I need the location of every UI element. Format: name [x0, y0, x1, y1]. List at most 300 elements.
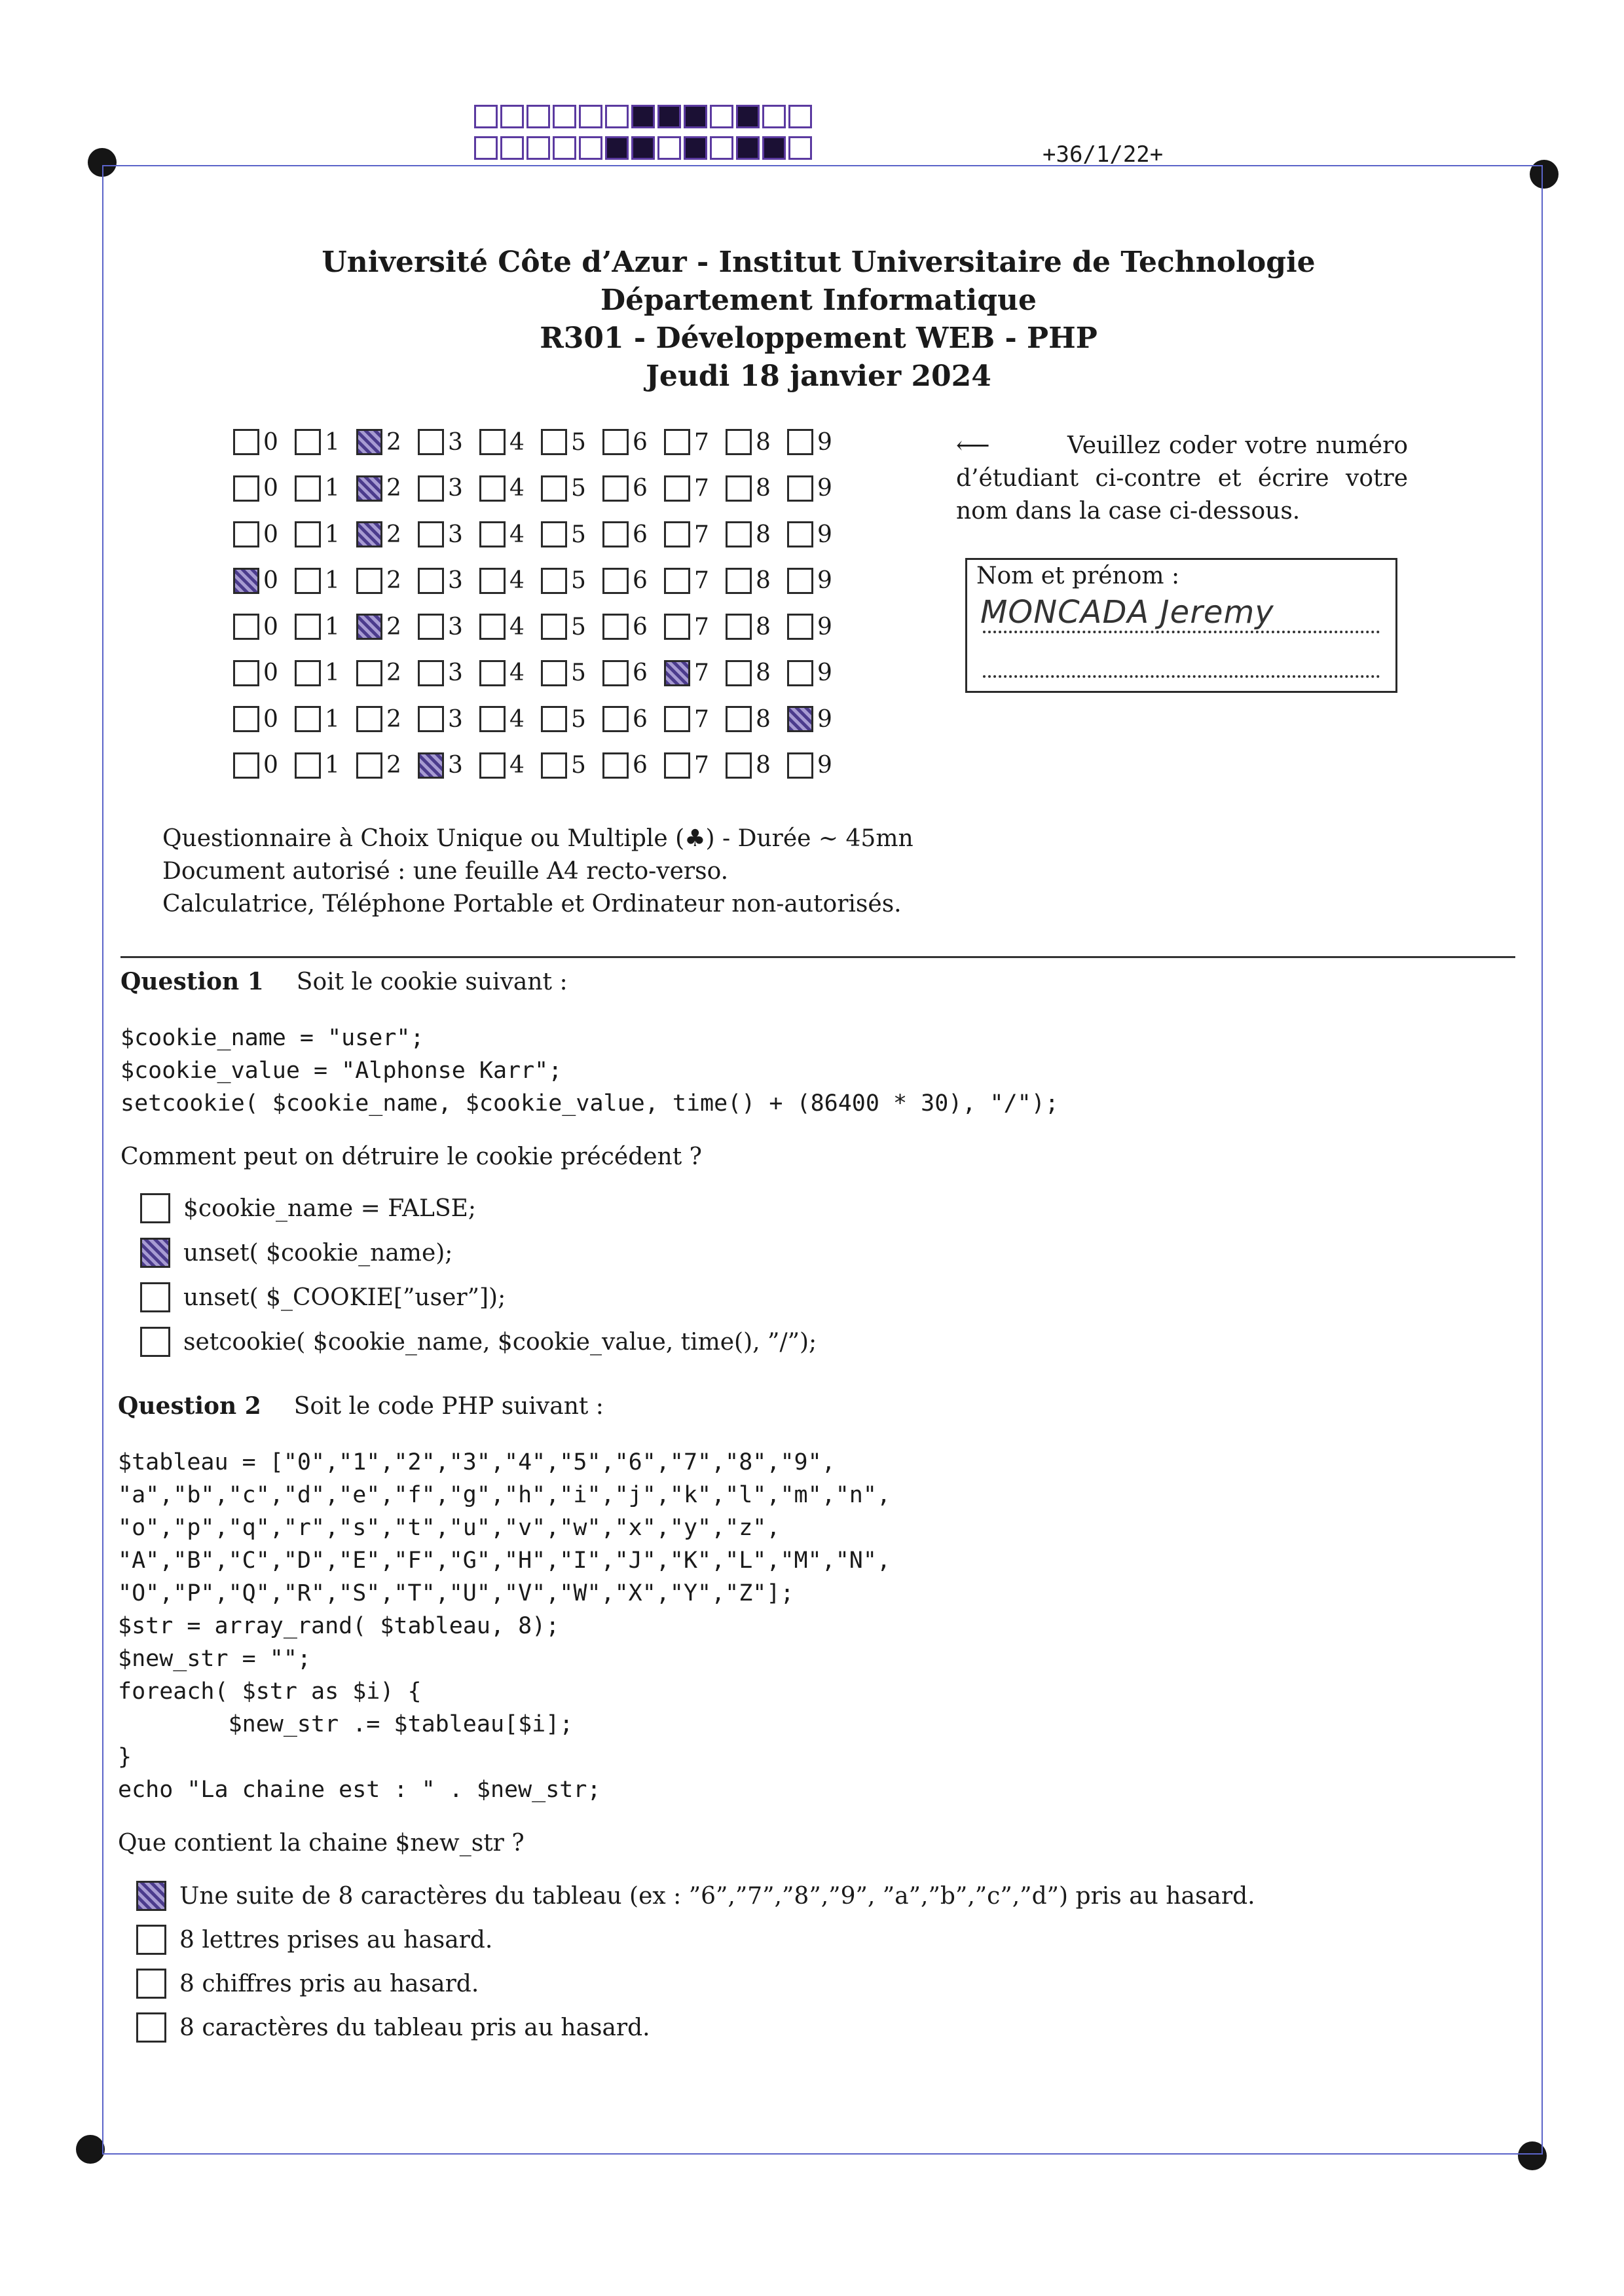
digit-checkbox[interactable]	[726, 568, 752, 594]
student-number-grid	[233, 419, 849, 788]
digit-label: 7	[694, 567, 709, 595]
digit-option	[541, 429, 602, 456]
digit-option	[602, 752, 664, 779]
digit-option	[356, 567, 418, 594]
digit-label: 6	[633, 705, 648, 733]
digit-checkbox[interactable]	[233, 568, 259, 594]
digit-option	[602, 614, 664, 640]
digit-label: 3	[448, 475, 463, 502]
digit-checkbox[interactable]	[295, 614, 321, 640]
exam-info-devices: Calculatrice, Téléphone Portable et Ordinateur non-autorisés.	[162, 891, 902, 917]
digit-option	[664, 567, 726, 594]
header-university: Université Côte d’Azur - Institut Universitaire de Technologie	[322, 246, 1316, 279]
digit-label: 1	[325, 659, 340, 687]
digit-label: 2	[386, 705, 401, 733]
digit-option	[541, 614, 602, 640]
q2-option-checkbox[interactable]	[136, 1969, 166, 1999]
barcode-row-1-cell	[579, 105, 602, 128]
registration-mark-bottom-left	[76, 2135, 105, 2164]
student-number-row	[233, 743, 849, 789]
digit-checkbox[interactable]	[664, 475, 690, 502]
student-number-row	[233, 604, 849, 650]
digit-option	[726, 614, 787, 640]
digit-checkbox[interactable]	[726, 475, 752, 502]
digit-label: 6	[633, 659, 648, 687]
digit-checkbox[interactable]	[787, 752, 813, 779]
digit-label: 1	[325, 428, 340, 456]
digit-checkbox[interactable]	[541, 660, 567, 686]
digit-checkbox[interactable]	[295, 429, 321, 455]
digit-label: 3	[448, 659, 463, 687]
barcode-row-2-cell	[579, 136, 602, 160]
digit-checkbox[interactable]	[295, 475, 321, 502]
q1-option-checkbox[interactable]	[140, 1238, 170, 1268]
student-number-row	[233, 419, 849, 466]
digit-option	[726, 706, 787, 733]
barcode-row-1-cell	[710, 105, 733, 128]
q1-option-text: setcookie( $cookie_name, $cookie_value, time(), ”/”);	[183, 1328, 817, 1356]
digit-option	[664, 752, 726, 779]
question-2-intro: Soit le code PHP suivant :	[293, 1393, 604, 1420]
digit-checkbox[interactable]	[479, 521, 506, 547]
digit-checkbox[interactable]	[541, 568, 567, 594]
digit-option	[479, 706, 541, 733]
student-number-row	[233, 511, 849, 558]
digit-option	[541, 752, 602, 779]
digit-checkbox[interactable]	[787, 429, 813, 455]
digit-option	[541, 567, 602, 594]
barcode-row-2-cell	[526, 136, 550, 160]
digit-checkbox[interactable]	[664, 752, 690, 779]
digit-checkbox[interactable]	[787, 521, 813, 547]
digit-checkbox[interactable]	[479, 706, 506, 732]
question-1-prompt: Comment peut on détruire le cookie précédent ?	[120, 1143, 702, 1170]
q2-option-text: 8 lettres prises au hasard.	[179, 1926, 493, 1953]
digit-checkbox[interactable]	[295, 706, 321, 732]
digit-option	[356, 429, 418, 456]
digit-label: 5	[571, 567, 586, 595]
digit-checkbox[interactable]	[356, 475, 382, 502]
digit-option	[787, 752, 849, 779]
digit-option	[295, 429, 356, 456]
digit-label: 7	[694, 705, 709, 733]
barcode-row-1-cell	[605, 105, 629, 128]
digit-label: 1	[325, 705, 340, 733]
digit-option	[787, 659, 849, 686]
digit-checkbox[interactable]	[233, 660, 259, 686]
barcode-row-2-cell	[474, 136, 498, 160]
header-date: Jeudi 18 janvier 2024	[646, 360, 991, 393]
digit-checkbox[interactable]	[233, 521, 259, 547]
student-number-row	[233, 466, 849, 512]
digit-option	[295, 659, 356, 686]
digit-option	[602, 659, 664, 686]
digit-label: 5	[571, 613, 586, 640]
digit-label: 1	[325, 752, 340, 779]
digit-checkbox[interactable]	[233, 706, 259, 732]
digit-checkbox[interactable]	[356, 660, 382, 686]
digit-option	[479, 752, 541, 779]
digit-option	[479, 521, 541, 548]
digit-label: 5	[571, 705, 586, 733]
digit-option	[602, 521, 664, 548]
digit-option	[233, 475, 295, 502]
digit-checkbox[interactable]	[602, 752, 629, 779]
exam-info	[162, 823, 913, 921]
digit-checkbox[interactable]	[541, 706, 567, 732]
digit-checkbox[interactable]	[602, 706, 629, 732]
digit-checkbox[interactable]	[602, 429, 629, 455]
digit-label: 1	[325, 475, 340, 502]
digit-option	[295, 475, 356, 502]
q1-option-text: $cookie_name = FALSE;	[183, 1194, 477, 1222]
digit-checkbox[interactable]	[479, 660, 506, 686]
digit-checkbox[interactable]	[233, 752, 259, 779]
barcode-row-2-cell	[710, 136, 733, 160]
digit-label: 7	[694, 613, 709, 640]
digit-label: 2	[386, 752, 401, 779]
digit-checkbox[interactable]	[479, 475, 506, 502]
barcode-row-1	[474, 105, 815, 128]
digit-label: 5	[571, 521, 586, 548]
digit-label: 4	[509, 475, 525, 502]
q2-option-text: 8 chiffres pris au hasard.	[179, 1970, 479, 1997]
digit-checkbox[interactable]	[664, 660, 690, 686]
q2-option-checkbox[interactable]	[136, 1925, 166, 1955]
digit-option	[295, 614, 356, 640]
digit-checkbox[interactable]	[233, 429, 259, 455]
q2-option[interactable]	[136, 1969, 479, 1999]
q2-option[interactable]	[136, 1925, 492, 1955]
digit-label: 9	[817, 428, 832, 456]
name-dotted-line-2	[983, 675, 1380, 678]
digit-label: 4	[509, 521, 525, 548]
digit-option	[787, 567, 849, 594]
digit-checkbox[interactable]	[602, 475, 629, 502]
digit-option	[664, 475, 726, 502]
q1-option-text: unset( $_COOKIE[”user”]);	[183, 1284, 506, 1311]
digit-option	[418, 567, 479, 594]
digit-label: 2	[386, 567, 401, 595]
digit-label: 3	[448, 613, 463, 640]
digit-checkbox[interactable]	[295, 752, 321, 779]
barcode-row-2-cell	[684, 136, 707, 160]
digit-checkbox[interactable]	[787, 614, 813, 640]
digit-label: 2	[386, 613, 401, 640]
arrow-left-icon: ⟵	[956, 432, 990, 459]
digit-label: 9	[817, 659, 832, 687]
digit-label: 0	[263, 705, 278, 733]
digit-label: 3	[448, 705, 463, 733]
digit-option	[787, 475, 849, 502]
digit-checkbox[interactable]	[541, 752, 567, 779]
digit-label: 1	[325, 521, 340, 548]
digit-checkbox[interactable]	[418, 752, 444, 779]
digit-option	[664, 659, 726, 686]
digit-option	[541, 706, 602, 733]
student-number-row	[233, 558, 849, 604]
barcode-row-1-cell	[474, 105, 498, 128]
digit-option	[479, 659, 541, 686]
digit-checkbox[interactable]	[726, 660, 752, 686]
handwritten-name: MONCADA Jeremy	[980, 594, 1274, 631]
barcode-row-1-cell	[553, 105, 576, 128]
student-number-row	[233, 696, 849, 743]
digit-label: 8	[756, 659, 771, 687]
digit-label: 3	[448, 428, 463, 456]
digit-option	[541, 475, 602, 502]
digit-label: 8	[756, 428, 771, 456]
digit-label: 3	[448, 567, 463, 595]
q2-option-checkbox[interactable]	[136, 2012, 166, 2043]
digit-checkbox[interactable]	[356, 568, 382, 594]
digit-label: 6	[633, 613, 648, 640]
exam-info-type: Questionnaire à Choix Unique ou Multiple (♣) - Durée ∼ 45mn	[162, 825, 913, 852]
digit-option	[356, 614, 418, 640]
digit-option	[418, 521, 479, 548]
digit-option	[602, 429, 664, 456]
digit-label: 2	[386, 659, 401, 687]
digit-checkbox[interactable]	[541, 475, 567, 502]
digit-label: 3	[448, 521, 463, 548]
digit-label: 7	[694, 659, 709, 687]
digit-option	[787, 521, 849, 548]
digit-checkbox[interactable]	[418, 706, 444, 732]
digit-checkbox[interactable]	[356, 752, 382, 779]
digit-option	[726, 429, 787, 456]
digit-checkbox[interactable]	[479, 752, 506, 779]
q2-option[interactable]	[136, 1881, 1255, 1911]
q1-option[interactable]	[140, 1238, 452, 1268]
digit-option	[726, 752, 787, 779]
digit-label: 7	[694, 752, 709, 779]
digit-label: 9	[817, 521, 832, 548]
digit-label: 8	[756, 567, 771, 595]
digit-label: 6	[633, 521, 648, 548]
header-course: R301 - Développement WEB - PHP	[540, 322, 1098, 355]
q2-option-text: Une suite de 8 caractères du tableau (ex : ”6”,”7”,”8”,”9”, ”a”,”b”,”c”,”d”) pris au hasard.	[179, 1882, 1255, 1910]
digit-option	[664, 706, 726, 733]
digit-checkbox[interactable]	[787, 568, 813, 594]
instructions-text: Veuillez coder votre numéro d’étudiant ci-contre et écrire votre nom dans la case ci-dessous.	[956, 432, 1408, 525]
digit-option	[664, 521, 726, 548]
digit-label: 7	[694, 428, 709, 456]
digit-option	[664, 429, 726, 456]
barcode-row-2-cell	[762, 136, 786, 160]
digit-label: 6	[633, 475, 648, 502]
digit-label: 4	[509, 659, 525, 687]
student-number-row	[233, 650, 849, 697]
q2-option[interactable]	[136, 2012, 650, 2043]
digit-checkbox[interactable]	[479, 568, 506, 594]
digit-label: 6	[633, 428, 648, 456]
barcode-row-2	[474, 136, 815, 160]
digit-label: 0	[263, 521, 278, 548]
digit-checkbox[interactable]	[541, 614, 567, 640]
barcode-row-2-cell	[605, 136, 629, 160]
digit-option	[295, 706, 356, 733]
digit-checkbox[interactable]	[418, 429, 444, 455]
digit-option	[233, 752, 295, 779]
digit-label: 0	[263, 567, 278, 595]
digit-option	[233, 706, 295, 733]
digit-checkbox[interactable]	[418, 475, 444, 502]
digit-label: 0	[263, 659, 278, 687]
digit-checkbox[interactable]	[356, 614, 382, 640]
coding-instructions	[956, 430, 1408, 528]
name-box[interactable]	[965, 558, 1397, 693]
barcode-row-2-cell	[631, 136, 655, 160]
digit-option	[356, 706, 418, 733]
digit-label: 9	[817, 613, 832, 640]
digit-label: 7	[694, 521, 709, 548]
digit-checkbox[interactable]	[356, 521, 382, 547]
digit-option	[726, 475, 787, 502]
digit-label: 6	[633, 752, 648, 779]
digit-checkbox[interactable]	[418, 521, 444, 547]
barcode-row-1-cell	[684, 105, 707, 128]
digit-option	[787, 706, 849, 733]
digit-checkbox[interactable]	[541, 429, 567, 455]
digit-option	[233, 567, 295, 594]
digit-label: 2	[386, 428, 401, 456]
digit-option	[726, 659, 787, 686]
digit-label: 3	[448, 752, 463, 779]
digit-option	[479, 567, 541, 594]
question-2-title	[118, 1392, 604, 1420]
digit-option	[356, 659, 418, 686]
page-code: +36/1/22+	[1043, 141, 1164, 168]
q1-option[interactable]	[140, 1327, 817, 1357]
digit-checkbox[interactable]	[602, 521, 629, 547]
digit-label: 0	[263, 752, 278, 779]
digit-option	[726, 567, 787, 594]
digit-label: 5	[571, 475, 586, 502]
digit-checkbox[interactable]	[295, 660, 321, 686]
digit-checkbox[interactable]	[602, 614, 629, 640]
digit-checkbox[interactable]	[602, 660, 629, 686]
digit-label: 8	[756, 613, 771, 640]
digit-checkbox[interactable]	[664, 706, 690, 732]
q2-option-checkbox[interactable]	[136, 1881, 166, 1911]
digit-option	[418, 475, 479, 502]
q2-option-text: 8 caractères du tableau pris au hasard.	[179, 2014, 650, 2041]
digit-option	[233, 614, 295, 640]
digit-label: 0	[263, 613, 278, 640]
digit-checkbox[interactable]	[726, 706, 752, 732]
digit-checkbox[interactable]	[726, 614, 752, 640]
digit-checkbox[interactable]	[418, 568, 444, 594]
question-1-intro: Soit le cookie suivant :	[296, 969, 568, 995]
section-divider	[120, 956, 1515, 958]
barcode-row-1-cell	[631, 105, 655, 128]
q1-option-text: unset( $cookie_name);	[183, 1239, 453, 1267]
digit-checkbox[interactable]	[664, 614, 690, 640]
digit-checkbox[interactable]	[356, 429, 382, 455]
digit-option	[479, 429, 541, 456]
digit-option	[726, 521, 787, 548]
q1-option[interactable]	[140, 1193, 476, 1223]
digit-option	[295, 521, 356, 548]
barcode-row-2-cell	[500, 136, 524, 160]
digit-checkbox[interactable]	[787, 660, 813, 686]
digit-option	[233, 521, 295, 548]
digit-checkbox[interactable]	[233, 475, 259, 502]
digit-checkbox[interactable]	[726, 752, 752, 779]
exam-header	[196, 244, 1441, 396]
question-1-title	[120, 968, 568, 995]
digit-checkbox[interactable]	[295, 521, 321, 547]
q1-option[interactable]	[140, 1282, 506, 1312]
digit-checkbox[interactable]	[787, 475, 813, 502]
digit-checkbox[interactable]	[664, 521, 690, 547]
barcode-row-2-cell	[553, 136, 576, 160]
digit-label: 1	[325, 613, 340, 640]
digit-checkbox[interactable]	[295, 568, 321, 594]
barcode-row-1-cell	[736, 105, 760, 128]
digit-option	[479, 475, 541, 502]
digit-label: 0	[263, 475, 278, 502]
barcode-row-2-cell	[736, 136, 760, 160]
digit-option	[418, 614, 479, 640]
digit-checkbox[interactable]	[356, 706, 382, 732]
digit-label: 4	[509, 705, 525, 733]
digit-label: 9	[817, 705, 832, 733]
digit-checkbox[interactable]	[479, 614, 506, 640]
digit-checkbox[interactable]	[541, 521, 567, 547]
header-department: Département Informatique	[600, 284, 1037, 317]
digit-option	[602, 475, 664, 502]
digit-label: 9	[817, 567, 832, 595]
digit-option	[418, 659, 479, 686]
digit-label: 8	[756, 521, 771, 548]
digit-checkbox[interactable]	[418, 614, 444, 640]
question-2-label: Question 2	[118, 1392, 261, 1420]
digit-label: 7	[694, 475, 709, 502]
digit-option	[233, 659, 295, 686]
digit-checkbox[interactable]	[418, 660, 444, 686]
digit-option	[602, 706, 664, 733]
q1-option-checkbox[interactable]	[140, 1327, 170, 1357]
q1-option-checkbox[interactable]	[140, 1282, 170, 1312]
digit-checkbox[interactable]	[726, 521, 752, 547]
name-dotted-line-1	[983, 631, 1380, 633]
digit-option	[787, 429, 849, 456]
question-1-code: $cookie_name = "user"; $cookie_value = "Alphonse Karr"; setcookie( $cookie_name, $cookie_value, time() + (86400 * 30), "/");	[120, 1025, 1059, 1117]
digit-option	[295, 752, 356, 779]
digit-label: 4	[509, 567, 525, 595]
digit-label: 9	[817, 752, 832, 779]
barcode-row-1-cell	[526, 105, 550, 128]
digit-label: 5	[571, 752, 586, 779]
digit-label: 4	[509, 752, 525, 779]
q1-option-checkbox[interactable]	[140, 1193, 170, 1223]
digit-checkbox[interactable]	[726, 429, 752, 455]
barcode-row-1-cell	[500, 105, 524, 128]
digit-option	[541, 521, 602, 548]
barcode-row-1-cell	[657, 105, 681, 128]
digit-checkbox[interactable]	[787, 706, 813, 732]
digit-label: 5	[571, 659, 586, 687]
digit-checkbox[interactable]	[479, 429, 506, 455]
digit-checkbox[interactable]	[602, 568, 629, 594]
barcode-row-1-cell	[762, 105, 786, 128]
digit-checkbox[interactable]	[233, 614, 259, 640]
question-1-label: Question 1	[120, 968, 264, 995]
digit-option	[602, 567, 664, 594]
digit-checkbox[interactable]	[664, 429, 690, 455]
digit-checkbox[interactable]	[664, 568, 690, 594]
